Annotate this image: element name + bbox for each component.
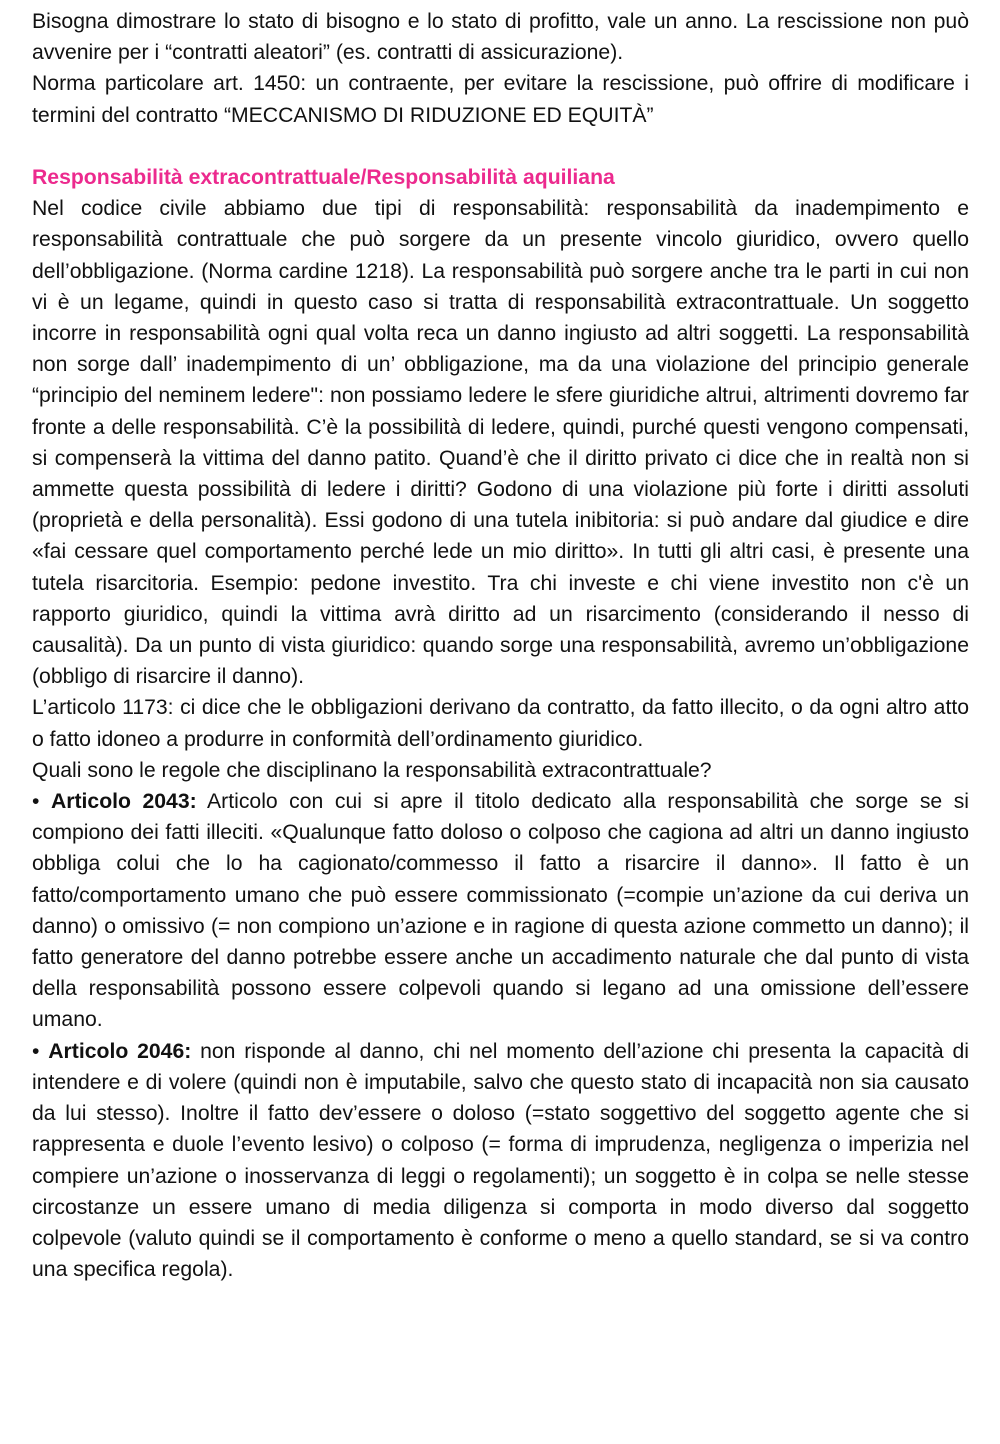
bullet-text: non risponde al danno, chi nel momento dell’azione chi presenta la capacità di intendere e di volere (quindi non è imputabile, salvo che questo stato di incapacità non sia causato da lui stesso). Inoltre il fatto dev’essere o doloso (=stato soggettivo del soggetto agente che si rappresenta e duole l’evento lesivo) o colposo (= forma di imprudenza, negligenza o imperizia nel compiere un’azione o inosservanza di leggi o regolamenti); un soggetto è in colpa se nelle stesse circostanze un essere umano di media diligenza si comporta in modo diverso dal soggetto colpevole (valuto quindi se il comportamento è conforme o meno a quello standard, se si va contro una specifica regola).: [32, 1039, 969, 1282]
bullet-text: Articolo con cui si apre il titolo dedicato alla responsabilità che sorge se si compiono dei fatti illeciti. «Qualunque fatto doloso o colposo che cagiona ad altri un danno ingiusto obbliga colui che lo ha cagionato/commesso il fatto a risarcire il danno». Il fatto è un fatto/comportamento umano che può essere commissionato (=compie un’azione da cui deriva un danno) o omissivo (= non compiono un’azione e in ragione di questa azione commetto un danno); il fatto generatore del danno potrebbe essere anche un accadimento naturale che dal punto di vista della responsabilità possono essere colpevoli quando si legano ad una omissione dell’essere umano.: [32, 790, 970, 1032]
document-page: [32, 6, 969, 1285]
section-paragraph-1: Nel codice civile abbiamo due tipi di responsabilità: responsabilità da inadempimento e responsabilità contrattuale che può sorgere da un presente vincolo giuridico, ovvero quello dell’obbligazione. (Norma cardine 1218). La responsabilità può sorgere anche tra le parti in cui non vi è un legame, quindi in questo caso si tratta di responsabilità extracontrattuale. Un soggetto incorre in responsabilità ogni qual volta reca un danno ingiusto ad altri soggetti. La responsabilità non sorge dall’ inadempimento di un’ obbligazione, ma da una violazione del principio generale “principio del neminem ledere": non possiamo ledere le sfere giuridiche altrui, altrimenti dovremo far fronte a delle responsabilità. C’è la possibilità di ledere, quindi, purché questi vengono compensati, si compenserà la vittima del danno patito. Quand’è che il diritto privato ci dice che in realtà non si ammette questa possibilità di ledere i diritti? Godono di una violazione più forte i diritti assoluti (proprietà e della personalità). Essi godono di una tutela inibitoria: si può andare dal giudice e dire «fai cessare quel comportamento perché lede un mio diritto». In tutti gli altri casi, è presente una tutela risarcitoria. Esempio: pedone investito. Tra chi investe e chi viene investito non c'è un rapporto giuridico, quindi la vittima avrà diritto ad un risarcimento (considerando il nesso di causalità). Da un punto di vista giuridico: quando sorge una responsabilità, avremo un’obbligazione (obbligo di risarcire il danno).: [32, 197, 969, 689]
intro-paragraph-2: Norma particolare art. 1450: un contraente, per evitare la rescissione, può offrire di modificare i termini del contratto “MECCANISMO DI RIDUZIONE ED EQUITÀ”: [32, 72, 969, 127]
bullet-label: Articolo 2043:: [50, 790, 197, 814]
section-paragraph-2: L’articolo 1173: ci dice che le obbligazioni derivano da contratto, da fatto illecito, o da ogni altro atto o fatto idoneo a produrre in conformità dell’ordinamento giuridico.: [32, 696, 969, 751]
bullet-label: Articolo 2046:: [48, 1039, 192, 1063]
section-heading: Responsabilità extracontrattuale/Responsabilità aquiliana: [32, 166, 615, 189]
paragraph-gap: [32, 131, 969, 162]
section-question: Quali sono le regole che disciplinano la responsabilità extracontrattuale?: [32, 758, 712, 782]
bullet-item-article-2043: [32, 786, 969, 1036]
bullet-item-article-2046: [32, 1036, 969, 1286]
bullet-marker: •: [32, 1039, 40, 1063]
bullet-marker: •: [32, 790, 40, 814]
intro-paragraph-1: Bisogna dimostrare lo stato di bisogno e lo stato di profitto, vale un anno. La rescissione non può avvenire per i “contratti aleatori” (es. contratti di assicurazione).: [32, 10, 969, 65]
